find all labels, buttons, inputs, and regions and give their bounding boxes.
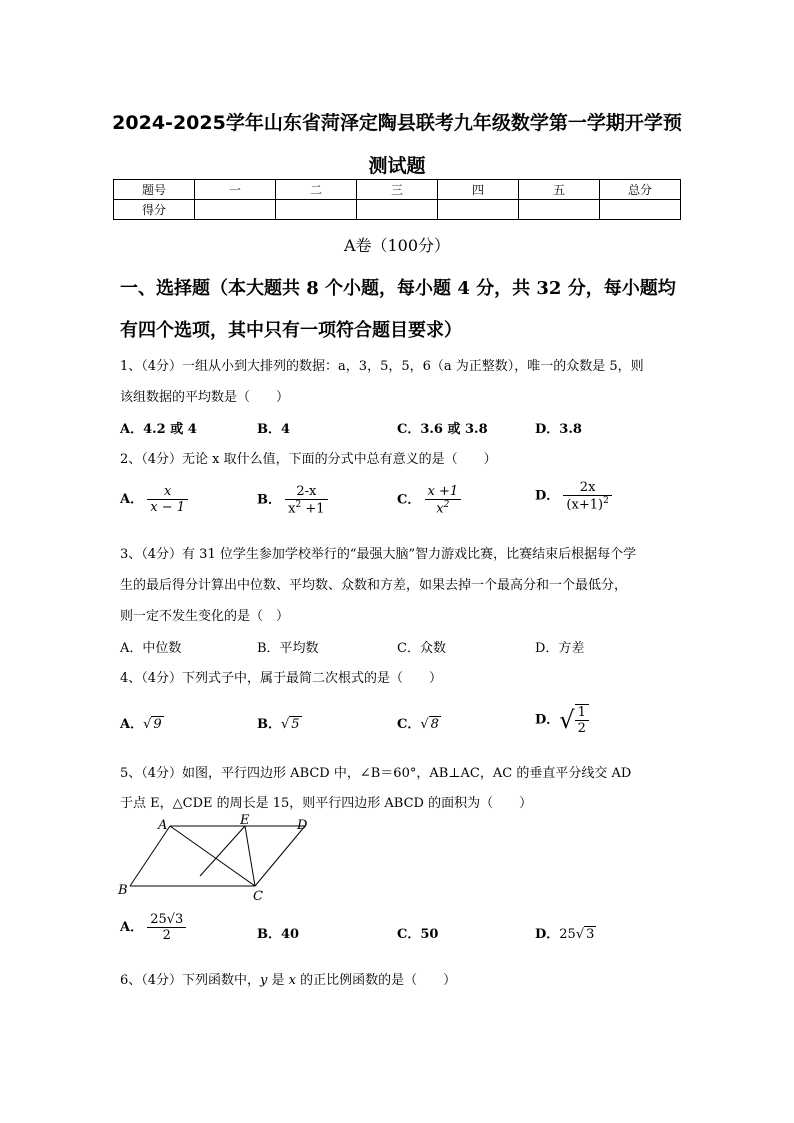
diagonal-ac: [170, 826, 255, 886]
q2-a-numerator: x: [163, 484, 172, 499]
q2-b-den-exp: 2: [295, 500, 302, 510]
table-cell: [600, 200, 681, 220]
table-cell: 得分: [114, 200, 195, 220]
q2-b-den-base: x: [288, 501, 296, 517]
q4-c-label: C．: [397, 717, 421, 732]
label-b: B: [118, 883, 128, 898]
q5-d-label: D．: [535, 927, 560, 942]
question-5-line2: 于点 E，△CDE 的周长是 15，则平行四边形 ABCD 的面积为（ ）: [120, 796, 533, 811]
page-title-line1: 2024-2025学年山东省菏泽定陶县联考九年级数学第一学期开学预: [112, 112, 682, 134]
q2-option-c: [397, 484, 461, 516]
table-row: [114, 200, 681, 220]
table-cell: 五: [519, 180, 600, 200]
table-cell: [438, 200, 519, 220]
q1-option-b: B．4: [257, 422, 291, 437]
part-heading-line1: 一、选择题（本大题共 8 个小题，每小题 4 分，共 32 分，每小题均: [120, 278, 676, 299]
question-3-line1: 3、（4分）有 31 位学生参加学校举行的“最强大脑”智力游戏比赛，比赛结束后根据每个学: [120, 547, 637, 562]
edge-ab: [130, 826, 170, 886]
q2-d-numerator: 2x: [579, 480, 596, 495]
table-cell: 题号: [114, 180, 195, 200]
q2-option-b: [257, 484, 328, 516]
q4-a-label: A．: [120, 717, 144, 732]
q2-c-label: C．: [397, 492, 421, 508]
q4-c-radicand: 8: [430, 717, 439, 732]
table-cell: 三: [357, 180, 438, 200]
q5-option-d: D．25√ 3: [535, 927, 595, 942]
q2-a-denominator: x − 1: [147, 499, 188, 515]
q6-text-mid: 是: [267, 973, 289, 988]
label-a: A: [158, 818, 168, 833]
q6-text-post: 的正比例函数的是（ ）: [296, 973, 457, 988]
perpendicular-bisector: [200, 826, 245, 876]
table-cell: 一: [195, 180, 276, 200]
question-4-line1: 4、（4分）下列式子中，属于最简二次根式的是（ ）: [120, 671, 443, 686]
q5-a-denominator: 2: [147, 927, 186, 943]
q2-c-numerator: x +1: [427, 484, 459, 499]
question-5-line1: 5、（4分）如图，平行四边形 ABCD 中，∠B＝60°，AB⊥AC，AC 的垂直平分线交 AD: [120, 766, 632, 781]
q5-option-c: C．50: [397, 927, 439, 942]
q5-option-a: [120, 912, 186, 943]
q3-option-b: B．平均数: [257, 641, 319, 656]
q3-option-a: A．中位数: [120, 641, 182, 656]
label-c: C: [253, 889, 263, 904]
q2-b-numerator: 2-x: [296, 484, 317, 499]
q2-c-den-base: x: [436, 501, 444, 517]
table-cell: [195, 200, 276, 220]
q6-var-x: x: [288, 973, 297, 988]
question-6-line1: [120, 969, 456, 988]
edge-cd: [255, 826, 305, 886]
q2-c-den-exp: 2: [443, 500, 450, 510]
table-cell: 总分: [600, 180, 681, 200]
label-d: D: [297, 818, 308, 833]
table-cell: [276, 200, 357, 220]
question-1-line2: 该组数据的平均数是（ ）: [120, 390, 290, 405]
q1-option-a: A．4.2 或 4: [120, 422, 197, 437]
q2-b-label: B．: [257, 492, 281, 508]
table-cell: [357, 200, 438, 220]
part-heading-line2: 有四个选项，其中只有一项符合题目要求）: [120, 320, 462, 341]
table-cell: 二: [276, 180, 357, 200]
q2-b-den-rest: +1: [301, 501, 325, 517]
parallelogram-figure: [110, 812, 320, 904]
q4-a-radicand: 9: [153, 717, 162, 732]
q5-d-radicand: 3: [586, 927, 595, 942]
question-1-line1: 1、（4分）一组从小到大排列的数据：a，3，5，5，6（a 为正整数），唯一的众数是 5，则: [120, 359, 644, 374]
question-3-line3: 则一定不发生变化的是（ ）: [120, 609, 290, 624]
page-title-line2: 测试题: [368, 155, 426, 177]
table-cell: 四: [438, 180, 519, 200]
question-2-line1: 2、（4分）无论 x 取什么值，下面的分式中总有意义的是（ ）: [120, 452, 497, 467]
section-heading: A卷（100分）: [343, 236, 451, 255]
q4-d-denominator: 2: [575, 720, 589, 736]
q4-option-c: C．√ 8: [397, 717, 439, 732]
question-3-line2: 生的最后得分计算出中位数、平均数、众数和方差，如果去掉一个最高分和一个最低分，: [120, 578, 628, 593]
q5-option-b: B．40: [257, 927, 300, 942]
label-e: E: [240, 813, 250, 828]
segment-ce: [245, 826, 255, 886]
q2-option-d: [535, 480, 612, 512]
q5-a-label: A．: [120, 920, 144, 935]
table-row: [114, 180, 681, 200]
q4-option-a: A．√ 9: [120, 717, 162, 732]
q4-option-d: D．√ $\frac{1}{2}$: [535, 704, 589, 736]
score-table: [113, 179, 681, 220]
q1-option-c: C．3.6 或 3.8: [397, 422, 488, 437]
q2-d-label: D．: [535, 488, 560, 504]
q2-option-a: [120, 484, 188, 515]
q3-option-c: C．众数: [397, 641, 446, 656]
table-cell: [519, 200, 600, 220]
q2-d-den-exp: 2: [603, 496, 609, 506]
q4-option-b: B．√ 5: [257, 717, 300, 732]
q4-d-label: D．: [535, 712, 560, 728]
q4-b-label: B．: [257, 717, 281, 732]
q4-d-numerator: 1: [577, 705, 586, 720]
q3-option-d: D．方差: [535, 641, 585, 656]
q2-a-label: A．: [120, 492, 144, 507]
q5-a-numerator: 25√3: [150, 912, 184, 927]
q4-b-radicand: 5: [291, 717, 300, 732]
q5-d-coefficient: 25: [559, 927, 576, 942]
q6-text-pre: 6、（4分）下列函数中，: [120, 973, 261, 988]
q6-var-y: y: [260, 973, 268, 988]
q2-d-den-base: (x+1): [566, 497, 604, 513]
q1-option-d: D．3.8: [535, 422, 582, 437]
